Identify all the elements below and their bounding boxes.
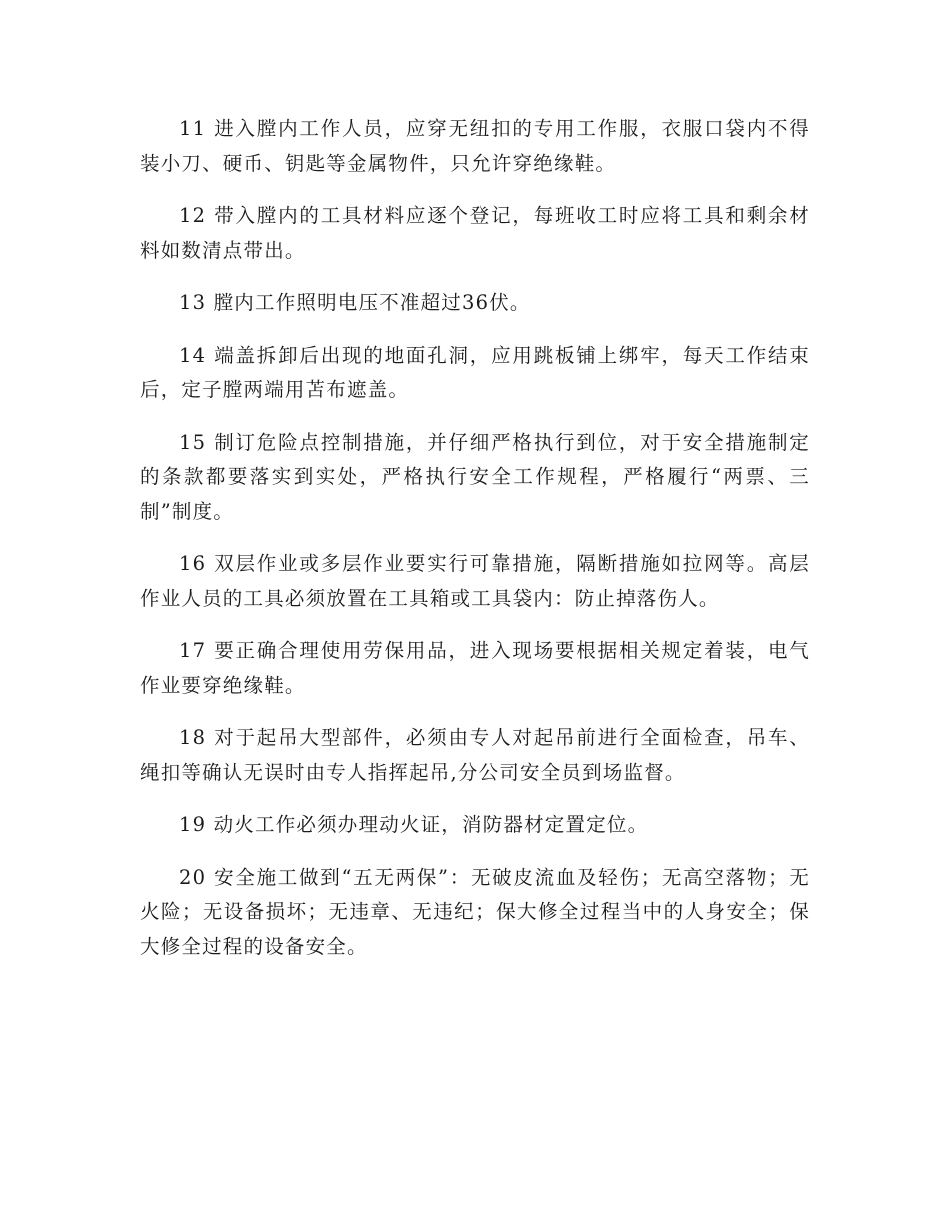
paragraph-15: 15 制订危险点控制措施，并仔细严格执行到位，对于安全措施制定的条款都要落实到实处，严格执行安全工作规程，严格履行“两票、三制”制度。 <box>140 430 810 523</box>
paragraph-11: 11 进入膛内工作人员，应穿无纽扣的专用工作服，衣服口袋内不得装小刀、硬币、钥匙等金属物件，只允许穿绝缘鞋。 <box>140 117 810 175</box>
paragraph-14: 14 端盖拆卸后出现的地面孔洞，应用跳板铺上绑牢，每天工作结束后，定子膛两端用苫布遮盖。 <box>140 343 810 401</box>
paragraph-20: 20 安全施工做到“五无两保”：无破皮流血及轻伤；无高空落物；无火险；无设备损坏；无违章、无违纪；保大修全过程当中的人身安全；保大修全过程的设备安全。 <box>140 865 810 958</box>
paragraph-13: 13 膛内工作照明电压不准超过36伏。 <box>179 291 531 314</box>
paragraph-18: 18 对于起吊大型部件，必须由专人对起吊前进行全面检查，吊车、绳扣等确认无误时由专人指挥起吊,分公司安全员到场监督。 <box>140 726 810 784</box>
paragraph-12: 12 带入膛内的工具材料应逐个登记，每班收工时应将工具和剩余材料如数清点带出。 <box>140 204 810 262</box>
paragraph-17: 17 要正确合理使用劳保用品，进入现场要根据相关规定着装，电气作业要穿绝缘鞋。 <box>140 639 810 697</box>
paragraph-16: 16 双层作业或多层作业要实行可靠措施，隔断措施如拉网等。高层作业人员的工具必须放置在工具箱或工具袋内：防止掉落伤人。 <box>140 552 810 610</box>
paragraph-19: 19 动火工作必须办理动火证，消防器材定置定位。 <box>179 813 649 836</box>
document-body <box>140 112 810 982</box>
